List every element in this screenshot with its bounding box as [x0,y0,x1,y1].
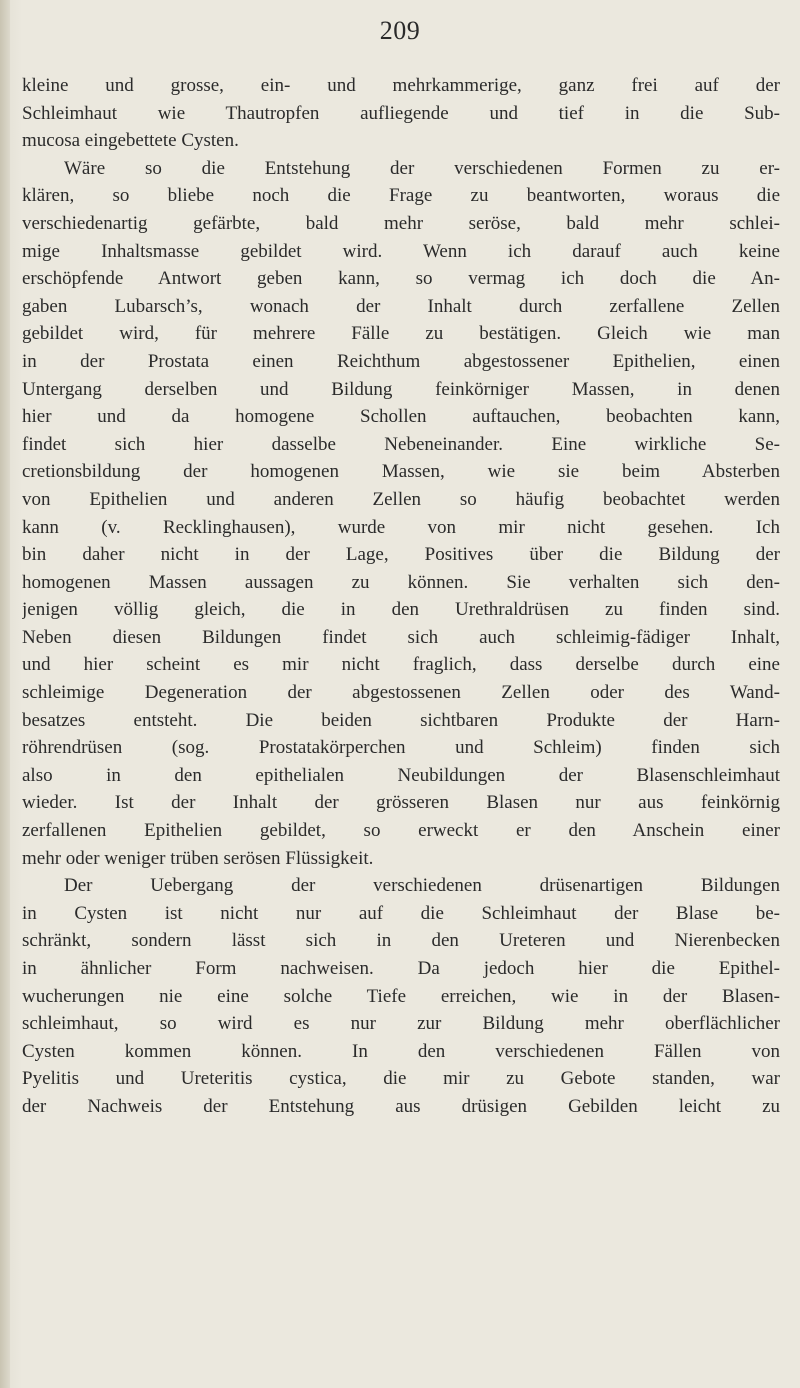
text-line: mucosa eingebettete Cysten. [22,130,239,152]
text-line: Cysten kommen können. In den verschiedenen Fällen von [22,1040,780,1062]
text-line: Untergang derselben und Bildung feinkörniger Massen, in denen [22,378,780,400]
text-line: bin daher nicht in der Lage, Positives über die Bildung der [22,544,780,566]
text-line: also in den epithelialen Neubildungen der Blasenschleimhaut [22,764,780,786]
text-line: zerfallenen Epithelien gebildet, so erweckt er den Anschein einer [22,820,780,842]
text-line: gaben Lubarsch’s, wonach der Inhalt durch zerfallene Zellen [22,295,780,317]
text-line: mehr oder weniger trüben serösen Flüssigkeit. [22,847,374,869]
binding-edge [0,0,10,1388]
body-text [22,72,780,1121]
text-line: Schleimhaut wie Thautropfen aufliegende und tief in die Sub- [22,102,780,124]
page-number: 209 [379,16,421,45]
text-line: kann (v. Recklinghausen), wurde von mir nicht gesehen. Ich [22,516,780,538]
text-line: mige Inhaltsmasse gebildet wird. Wenn ich darauf auch keine [22,240,780,262]
text-line: jenigen völlig gleich, die in den Urethraldrüsen zu finden sind. [22,599,780,621]
paragraph-3 [22,872,780,1120]
text-line: cretionsbildung der homogenen Massen, wie sie beim Absterben [22,461,780,483]
text-line: Pyelitis und Ureteritis cystica, die mir zu Gebote standen, war [22,1068,780,1090]
text-line: findet sich hier dasselbe Nebeneinander. Eine wirkliche Se- [22,433,780,455]
text-line: verschiedenartig gefärbte, bald mehr seröse, bald mehr schlei- [22,212,780,234]
text-line: in Cysten ist nicht nur auf die Schleimhaut der Blase be- [22,902,780,924]
text-line: der Nachweis der Entstehung aus drüsigen Gebilden leicht zu [22,1095,780,1117]
text-line: gebildet wird, für mehrere Fälle zu bestätigen. Gleich wie man [22,323,780,345]
text-line: schleimige Degeneration der abgestossenen Zellen oder des Wand- [22,682,780,704]
text-line: wucherungen nie eine solche Tiefe erreichen, wie in der Blasen- [22,985,780,1007]
text-line: von Epithelien und anderen Zellen so häufig beobachtet werden [22,488,780,510]
text-line: in ähnlicher Form nachweisen. Da jedoch hier die Epithel- [22,958,780,979]
text-line: klären, so bliebe noch die Frage zu beantworten, woraus die [22,185,780,207]
text-line: erschöpfende Antwort geben kann, so vermag ich doch die An- [22,268,780,290]
text-line: schleimhaut, so wird es nur zur Bildung mehr oberflächlicher [22,1013,780,1035]
text-line: kleine und grosse, ein- und mehrkammerige, ganz frei auf der [22,75,780,96]
paragraph-2 [22,155,780,872]
text-line: in der Prostata einen Reichthum abgestossener Epithelien, einen [22,350,780,372]
text-line: Wäre so die Entstehung der verschiedenen Formen zu er- [64,157,780,179]
text-line: schränkt, sondern lässt sich in den Ureteren und Nierenbecken [22,930,780,952]
text-line: besatzes entsteht. Die beiden sichtbaren Produkte der Harn- [22,709,780,731]
text-line: Neben diesen Bildungen findet sich auch schleimig-fädiger Inhalt, [22,626,780,648]
text-line: wieder. Ist der Inhalt der grösseren Blasen nur aus feinkörnig [22,792,780,814]
text-line: Der Uebergang der verschiedenen drüsenartigen Bildungen [64,875,780,897]
text-line: und hier scheint es mir nicht fraglich, dass derselbe durch eine [22,654,780,676]
text-line: röhrendrüsen (sog. Prostatakörperchen und Schleim) finden sich [22,737,780,759]
text-line: hier und da homogene Schollen auftauchen, beobachten kann, [22,406,780,428]
text-line: homogenen Massen aussagen zu können. Sie verhalten sich den- [22,571,780,593]
paragraph-1 [22,72,780,155]
